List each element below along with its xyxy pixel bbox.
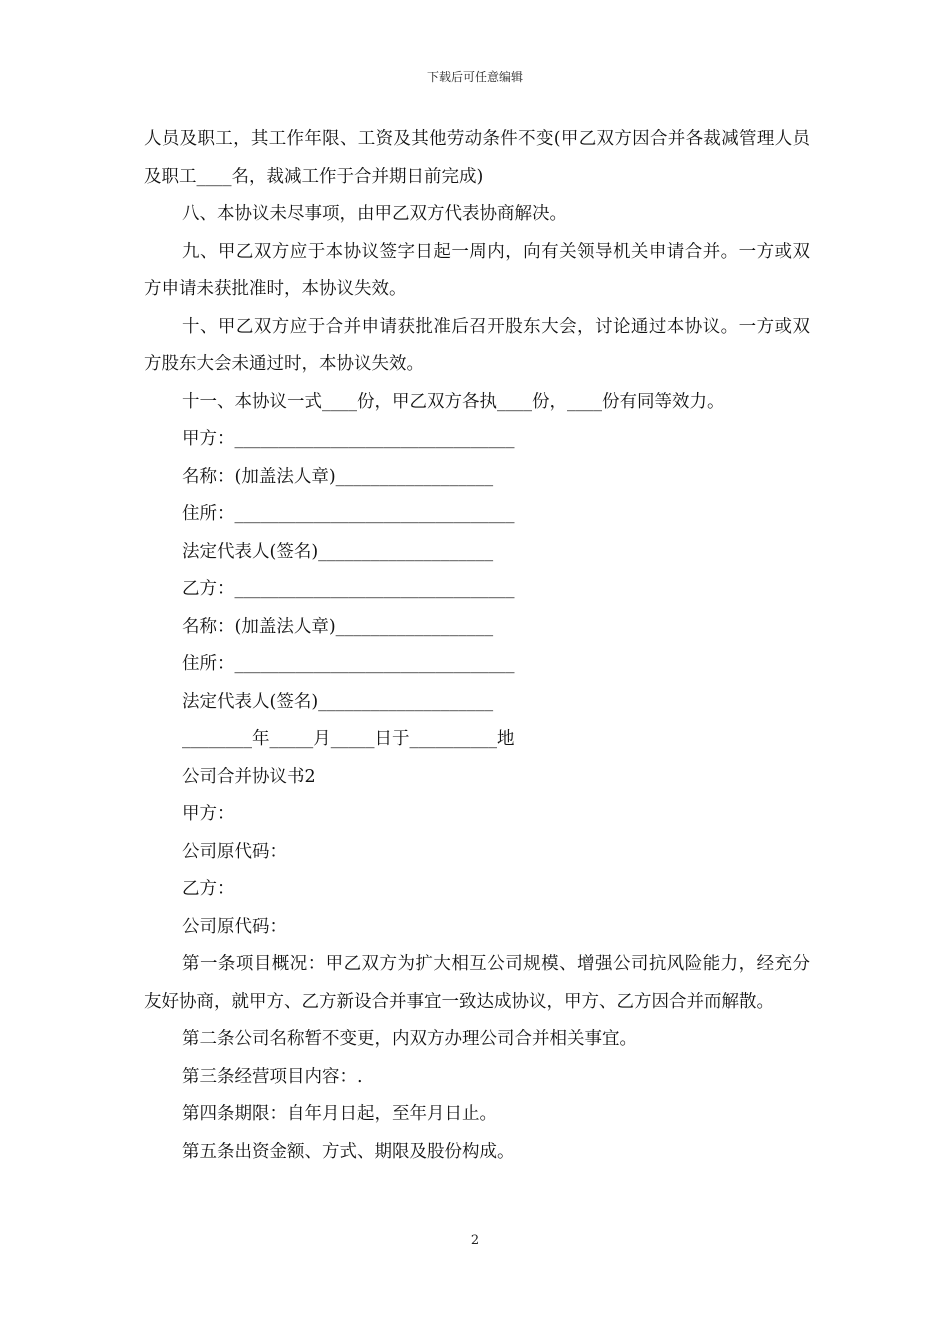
paragraph: 第五条出资金额、方式、期限及股份构成。 bbox=[182, 1141, 515, 1162]
paragraph: 第一条项目概况：甲乙双方为扩大相互公司规模、增强公司抗风险能力，经充分友好协商，就甲方、乙方新设合并事宜一致达成协议，甲方、乙方因合并而解散。 bbox=[144, 954, 810, 1012]
paragraph: 九、甲乙双方应于本协议签字日起一周内，向有关领导机关申请合并。一方或双方申请未获批准时，本协议失效。 bbox=[144, 241, 810, 299]
paragraph: 乙方： bbox=[182, 879, 235, 899]
paragraph: 第二条公司名称暂不变更，内双方办理公司合并相关事宜。 bbox=[182, 1029, 637, 1049]
signature-line-party-a: 甲方：________________________________ bbox=[182, 429, 515, 449]
paragraph: 公司原代码： bbox=[182, 916, 287, 937]
signature-line-name-seal: 名称：(加盖法人章)__________________ bbox=[182, 616, 494, 637]
signature-line-party-b: 乙方：________________________________ bbox=[182, 579, 515, 599]
page-header: 下载后可任意编辑 bbox=[426, 70, 523, 84]
paragraph: 第四条期限：自年月日起，至年月日止。 bbox=[182, 1104, 497, 1124]
signature-line-legal-rep: 法定代表人(签名)____________________ bbox=[182, 541, 494, 562]
paragraph: 十一、本协议一式____份，甲乙双方各执____份，____份有同等效力。 bbox=[182, 391, 725, 412]
paragraph: 八、本协议未尽事项，由甲乙双方代表协商解决。 bbox=[182, 204, 567, 224]
signature-line-address: 住所：________________________________ bbox=[182, 654, 515, 674]
page-number: 2 bbox=[470, 1233, 480, 1248]
signature-line-address: 住所：________________________________ bbox=[182, 504, 515, 524]
date-place-line: ________年_____月_____日于__________地 bbox=[182, 729, 515, 749]
signature-line-legal-rep: 法定代表人(签名)____________________ bbox=[182, 691, 494, 712]
paragraph: 第三条经营项目内容：. bbox=[182, 1066, 363, 1087]
signature-line-name-seal: 名称：(加盖法人章)__________________ bbox=[182, 466, 494, 487]
paragraph: 人员及职工，其工作年限、工资及其他劳动条件不变(甲乙双方因合并各裁减管理人员及职工____名，裁减工作于合并期日前完成) bbox=[144, 129, 810, 187]
paragraph: 甲方： bbox=[182, 804, 235, 824]
document-body bbox=[144, 121, 810, 1171]
section-title: 公司合并协议书2 bbox=[182, 766, 316, 787]
paragraph: 公司原代码： bbox=[182, 841, 287, 862]
paragraph: 十、甲乙双方应于合并申请获批准后召开股东大会，讨论通过本协议。一方或双方股东大会未通过时，本协议失效。 bbox=[144, 316, 810, 374]
